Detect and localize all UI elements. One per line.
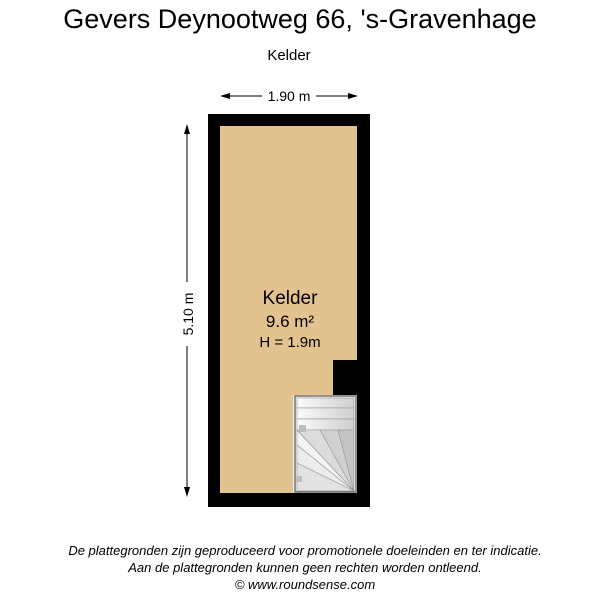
height-label: 5.10 m [180,292,196,336]
width-dimension [220,88,358,104]
width-label: 1.90 m [267,88,311,104]
floor-name: Kelder [267,47,311,64]
arrow-left-icon [220,93,230,99]
arrow-up-icon [184,124,190,134]
wall-notch [333,360,357,395]
disclaimer-line: Aan de plattegronden kunnen geen rechten worden ontleend. [128,560,482,575]
disclaimer [0,542,600,593]
staircase [293,395,357,493]
disclaimer-line: De plattegronden zijn geproduceerd voor promotionele doeleinden en ter indicatie. [68,543,542,558]
room-area: 9.6 m² [265,312,315,331]
room-height: H = 1.9m [259,334,321,351]
address-title: Gevers Deynootweg 66, 's-Gravenhage [63,4,537,34]
room-name: Kelder [262,288,318,309]
copyright: © www.roundsense.com [234,577,376,592]
arrow-right-icon [348,93,358,99]
arrow-down-icon [184,487,190,497]
height-dimension [180,124,196,497]
